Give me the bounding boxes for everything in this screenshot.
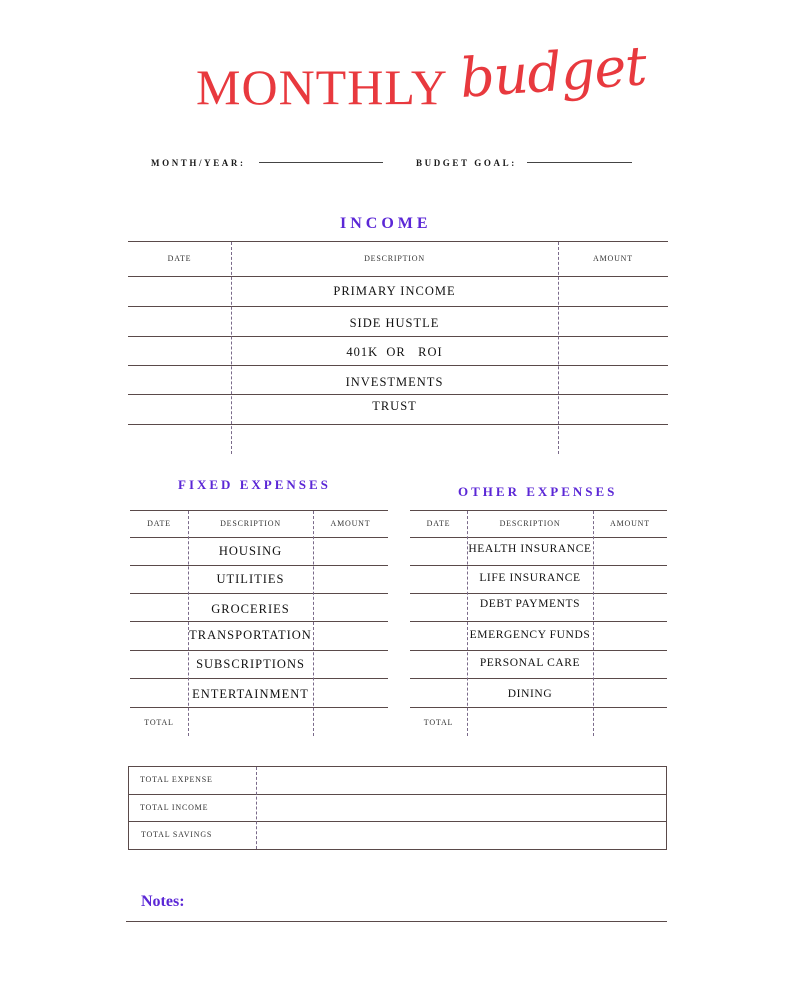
summary-total-expense: TOTAL EXPENSE <box>140 775 213 784</box>
income-title: INCOME <box>340 215 432 232</box>
title-main: MONTHLY <box>196 59 448 115</box>
fixed-row-desc: HOUSING <box>218 544 283 558</box>
other-col-amount: AMOUNT <box>610 519 650 528</box>
other-col-description: DESCRIPTION <box>499 519 561 528</box>
fixed-total-label: TOTAL <box>144 718 174 727</box>
fixed-row-desc: ENTERTAINMENT <box>192 687 309 701</box>
other-col-date: DATE <box>426 519 451 528</box>
income-row-desc: 401K OR ROI <box>346 345 443 359</box>
income-row-desc: SIDE HUSTLE <box>349 316 440 330</box>
fixed-expenses-title: FIXED EXPENSES <box>178 477 331 492</box>
summary-total-savings: TOTAL SAVINGS <box>141 830 213 839</box>
income-col-date: DATE <box>167 254 192 263</box>
other-row-desc: DINING <box>507 688 553 700</box>
other-row-desc: DEBT PAYMENTS <box>479 598 581 610</box>
fixed-col-amount: AMOUNT <box>330 519 371 528</box>
summary-total-income: TOTAL INCOME <box>140 803 209 812</box>
month-year-label: MONTH/YEAR: <box>151 158 246 168</box>
other-row-desc: LIFE INSURANCE <box>479 572 581 584</box>
title-script: budget <box>457 34 648 110</box>
notes-line[interactable] <box>126 921 667 922</box>
fixed-row-desc: TRANSPORTATION <box>189 628 312 642</box>
income-row-desc: PRIMARY INCOME <box>333 284 456 298</box>
budget-goal-label: BUDGET GOAL: <box>416 158 517 168</box>
income-row-desc: TRUST <box>372 399 417 413</box>
other-row-desc: PERSONAL CARE <box>479 657 581 669</box>
other-row-desc: EMERGENCY FUNDS <box>469 629 591 641</box>
other-expenses-title: OTHER EXPENSES <box>458 484 618 499</box>
other-total-label: TOTAL <box>423 718 454 727</box>
income-row-desc: INVESTMENTS <box>345 375 444 389</box>
fixed-col-description: DESCRIPTION <box>220 519 281 528</box>
other-row-desc: HEALTH INSURANCE <box>468 543 592 555</box>
notes-label: Notes: <box>141 893 185 910</box>
income-col-amount: AMOUNT <box>593 254 633 263</box>
fixed-row-desc: GROCERIES <box>211 602 290 616</box>
month-year-field[interactable] <box>259 162 383 163</box>
fixed-col-date: DATE <box>147 519 171 528</box>
budget-goal-field[interactable] <box>527 162 632 163</box>
fixed-row-desc: SUBSCRIPTIONS <box>196 657 305 671</box>
fixed-row-desc: UTILITIES <box>216 572 285 586</box>
income-col-description: DESCRIPTION <box>364 254 425 263</box>
